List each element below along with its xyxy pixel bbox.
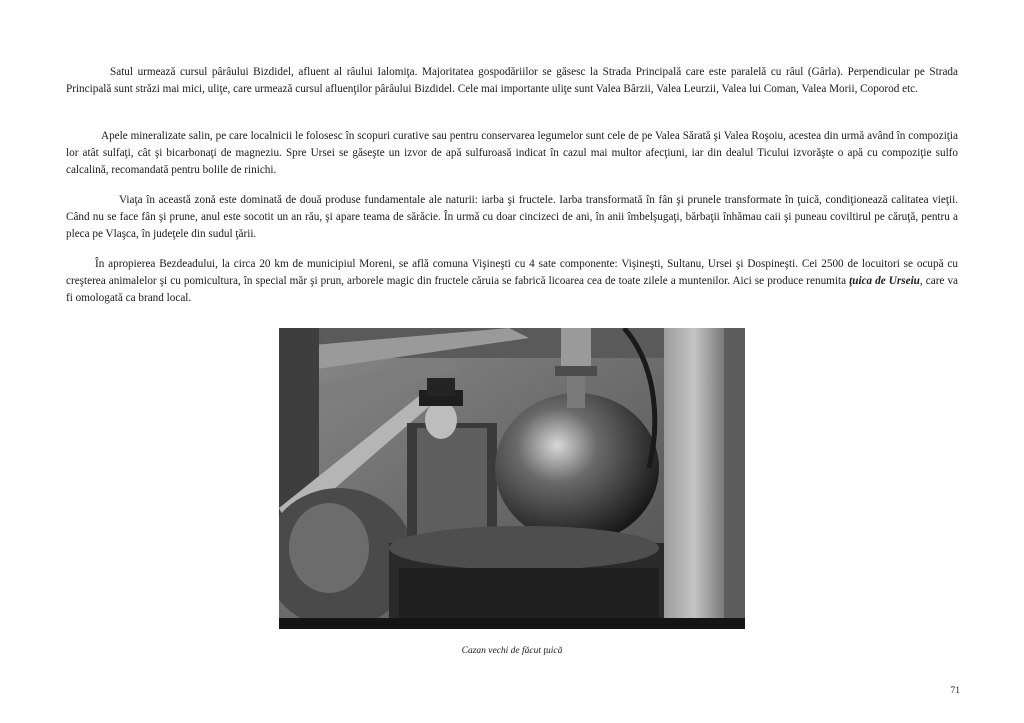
paragraph-text: Satul urmează cursul pârâului Bizdidel, afluent al râului Ialomiţa. Majoritatea gospodăriilor se găsesc la Strada Principală care este paralelă cu râul (Gârla). Perpendicular pe Strada Principală sunt străzi mai mici, uliţe, care urmează cursul afluenţilor pârâului Bizdidel. Cele mai importante uliţe sunt Valea Bârzii, Valea Leurzii, Valea lui Coman, Valea Morii, Coporod etc. bbox=[66, 66, 958, 95]
paragraph-text: Viaţa în această zonă este dominată de două produse fundamentale ale naturii: iarba şi fructele. Iarba transformată în fân şi prunele transformate în ţuică, condiţionează calitatea vieţii. Când nu se face fân şi prune, anul este socotit un an rău, şi apare teama de sărăcie. În urmă cu doar cincizeci de ani, în anii îmbelşugaţi, bărbaţii înhămau caii şi puneau coviltirul pe căruţă, pentru a pleca pe Vlaşca, în judeţele din sudul ţării. bbox=[66, 194, 958, 240]
paragraph-mineral-waters bbox=[66, 128, 958, 179]
paragraph-village-location bbox=[66, 64, 958, 98]
photo-caption: Cazan vechi de făcut ţuică bbox=[461, 646, 563, 656]
paragraph-text: Apele mineralizate salin, pe care localnicii le folosesc în scopuri curative sau pentru conservarea legumelor sunt cele de pe Valea Sărată şi Valea Roşoiu, acestea din urmă având în compoziţia lor atât sulfaţi, cât şi bicarbonaţi de magneziu. Spre Ursei se găseşte un izvor de apă sulfuroasă indicat în cazul mai multor afecţiuni, iar din dealul Ticului izvorăşte o apă cu compoziţie sulfo calcalină, recomandată pentru bolile de rinichi. bbox=[66, 130, 958, 176]
paragraph-life-in-zone bbox=[66, 192, 958, 243]
paragraph-text: , care va fi omologată ca brand local. bbox=[66, 275, 959, 304]
distillery-photo-illustration bbox=[279, 328, 745, 629]
still-photo bbox=[279, 328, 745, 629]
paragraph-visinesti bbox=[66, 256, 958, 307]
page-number: 71 bbox=[950, 686, 960, 696]
paragraph-text: În apropierea Bezdeadului, la circa 20 km de municipiul Moreni, se află comuna Vişineşti cu 4 sate componente: Vişineşti, Sultanu, Ursei şi Dospineşti. Cei 2500 de locuitori se ocupă cu creşterea animalelor şi cu pomicultura, în special măr şi prun, arborele magic din fructele căruia se fabrică licoarea cea de toate zilele a muntenilor. Aici se produce renumita bbox=[66, 258, 958, 287]
emphasized-brand: ţuica de Urseiu bbox=[849, 275, 920, 287]
